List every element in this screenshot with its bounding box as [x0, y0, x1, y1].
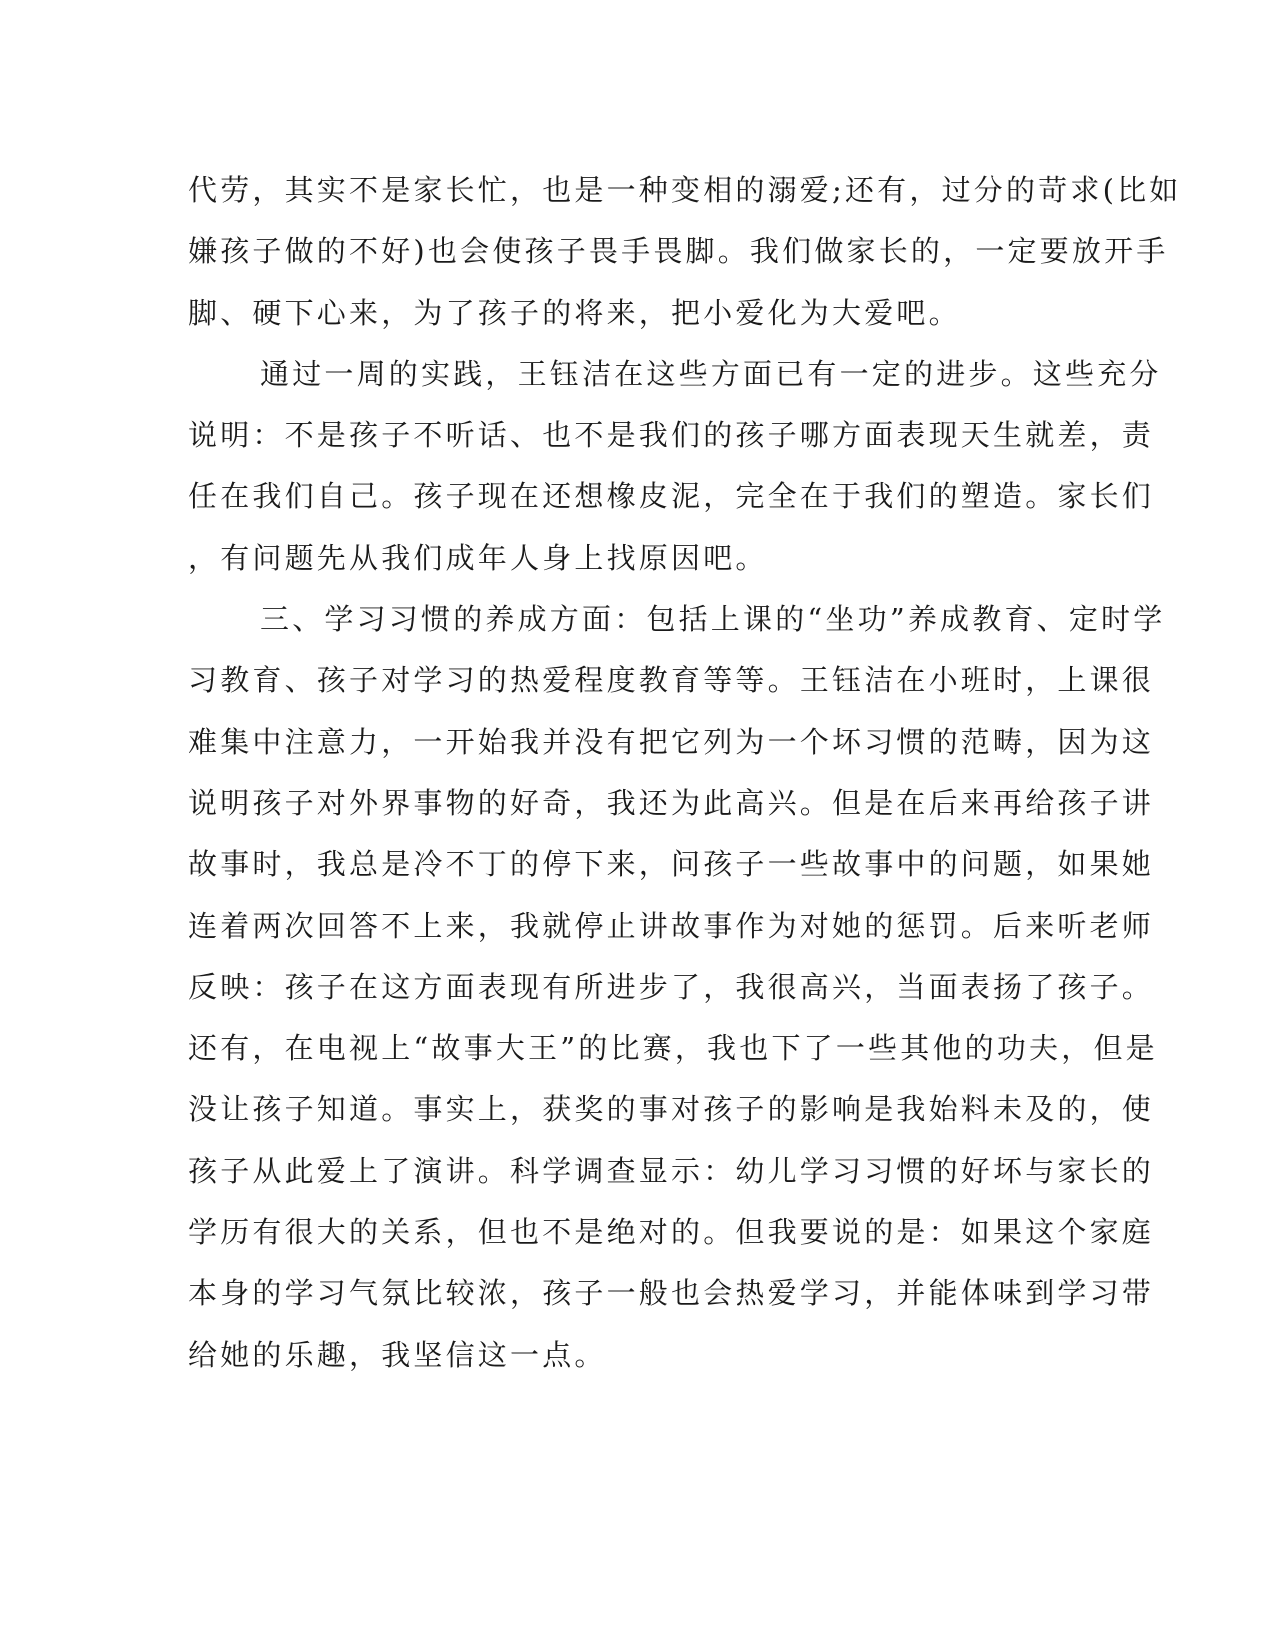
paragraph-3 [188, 589, 1166, 1386]
text-line: ，有问题先从我们成年人身上找原因吧。 [188, 540, 768, 575]
text-line: 习教育、孩子对学习的热爱程度教育等等。王钰洁在小班时，上课很 [188, 663, 1155, 698]
text-line: 三、学习习惯的养成方面：包括上课的“坐功”养成教育、定时学 [260, 602, 1166, 637]
text-line: 连着两次回答不上来，我就停止讲故事作为对她的惩罚。后来听老师 [188, 908, 1155, 943]
text-line: 说明：不是孩子不听话、也不是我们的孩子哪方面表现天生就差，责 [188, 418, 1155, 453]
document-body [188, 160, 1182, 1386]
text-line: 代劳，其实不是家长忙，也是一种变相的溺爱;还有，过分的苛求(比如 [188, 173, 1182, 207]
text-line: 本身的学习气氛比较浓，孩子一般也会热爱学习，并能体味到学习带 [188, 1276, 1155, 1311]
text-line: 学历有很大的关系，但也不是绝对的。但我要说的是：如果这个家庭 [188, 1215, 1155, 1250]
paragraph-2 [188, 344, 1162, 589]
text-line: 任在我们自己。孩子现在还想橡皮泥，完全在于我们的塑造。家长们 [188, 479, 1155, 514]
text-line: 还有，在电视上“故事大王”的比赛，我也下了一些其他的功夫，但是 [188, 1031, 1158, 1066]
text-line: 说明孩子对外界事物的好奇，我还为此高兴。但是在后来再给孩子讲 [188, 785, 1155, 820]
text-line: 通过一周的实践，王钰洁在这些方面已有一定的进步。这些充分 [260, 356, 1162, 391]
paragraph-1 [188, 160, 1182, 344]
text-line: 给她的乐趣，我坚信这一点。 [188, 1337, 607, 1372]
text-line: 难集中注意力，一开始我并没有把它列为一个坏习惯的范畴，因为这 [188, 724, 1155, 759]
text-line: 没让孩子知道。事实上，获奖的事对孩子的影响是我始料未及的，使 [188, 1092, 1155, 1127]
text-line: 故事时，我总是冷不丁的停下来，问孩子一些故事中的问题，如果她 [188, 847, 1155, 882]
text-line: 反映：孩子在这方面表现有所进步了，我很高兴，当面表扬了孩子。 [188, 969, 1155, 1004]
text-line: 孩子从此爱上了演讲。科学调查显示：幼儿学习习惯的好坏与家长的 [188, 1153, 1155, 1188]
text-line: 嫌孩子做的不好)也会使孩子畏手畏脚。我们做家长的，一定要放开手 [188, 234, 1169, 269]
text-line: 脚、硬下心来，为了孩子的将来，把小爱化为大爱吧。 [188, 295, 961, 330]
